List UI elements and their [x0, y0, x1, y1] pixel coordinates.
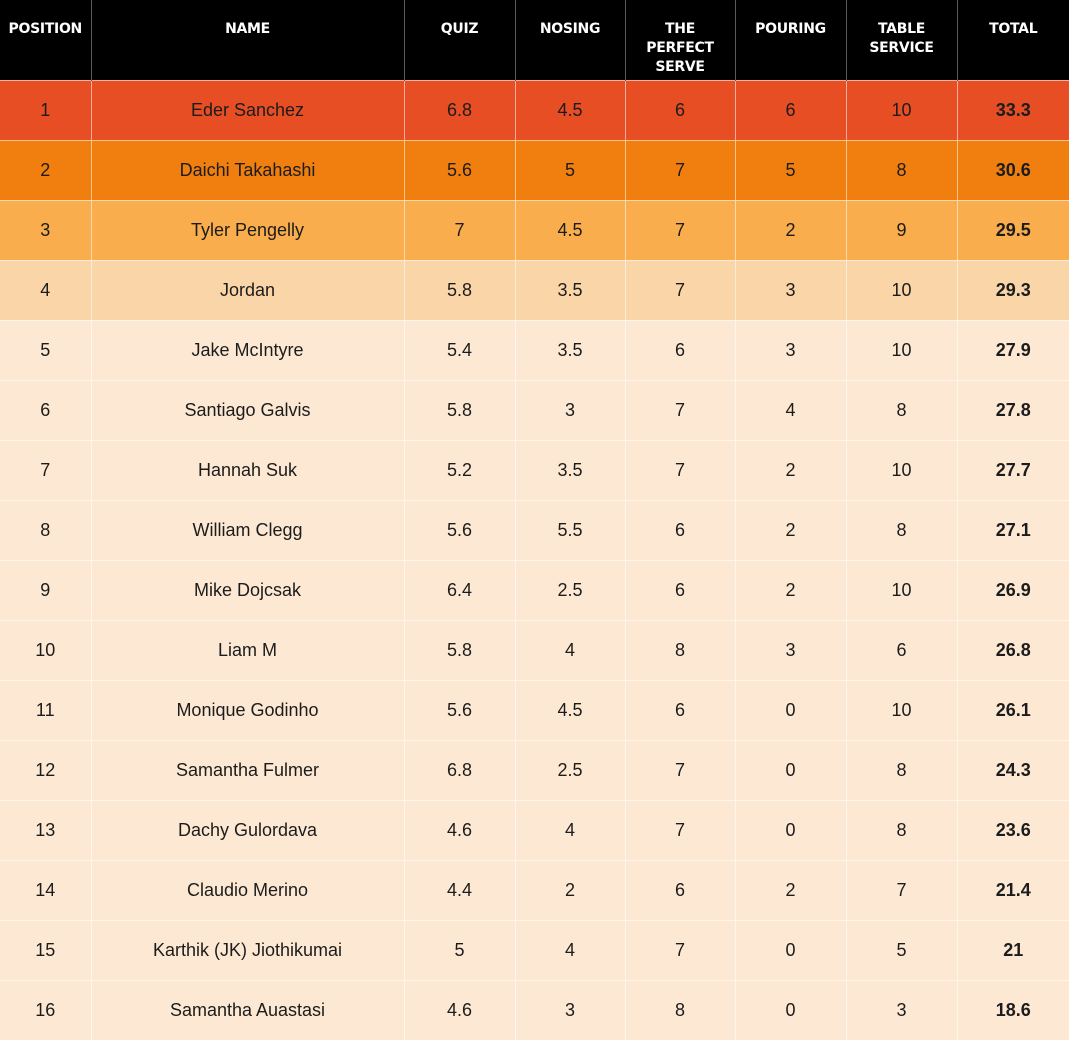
cell-nosing: 5 — [515, 140, 625, 200]
cell-pouring: 2 — [735, 200, 846, 260]
cell-quiz: 6.8 — [404, 80, 515, 140]
table-row — [0, 320, 1069, 380]
cell-total: 26.8 — [957, 620, 1069, 680]
table-row — [0, 80, 1069, 140]
cell-pouring: 5 — [735, 140, 846, 200]
cell-total: 27.9 — [957, 320, 1069, 380]
cell-quiz: 5 — [404, 920, 515, 980]
cell-perfect-serve: 7 — [625, 800, 735, 860]
cell-pouring: 6 — [735, 80, 846, 140]
cell-total: 29.5 — [957, 200, 1069, 260]
cell-quiz: 5.6 — [404, 500, 515, 560]
cell-nosing: 2.5 — [515, 740, 625, 800]
cell-position: 6 — [0, 380, 91, 440]
cell-position: 12 — [0, 740, 91, 800]
cell-pouring: 2 — [735, 500, 846, 560]
cell-position: 9 — [0, 560, 91, 620]
cell-table-service: 8 — [846, 800, 957, 860]
cell-quiz: 4.6 — [404, 980, 515, 1040]
cell-name: Santiago Galvis — [91, 380, 404, 440]
cell-perfect-serve: 8 — [625, 980, 735, 1040]
table-row — [0, 740, 1069, 800]
cell-pouring: 0 — [735, 920, 846, 980]
cell-total: 18.6 — [957, 980, 1069, 1040]
table-row — [0, 620, 1069, 680]
cell-perfect-serve: 8 — [625, 620, 735, 680]
cell-name: Mike Dojcsak — [91, 560, 404, 620]
cell-table-service: 6 — [846, 620, 957, 680]
cell-position: 16 — [0, 980, 91, 1040]
cell-nosing: 4 — [515, 800, 625, 860]
cell-table-service: 10 — [846, 680, 957, 740]
cell-table-service: 8 — [846, 140, 957, 200]
cell-position: 7 — [0, 440, 91, 500]
cell-quiz: 5.8 — [404, 620, 515, 680]
table-row — [0, 680, 1069, 740]
cell-quiz: 7 — [404, 200, 515, 260]
cell-perfect-serve: 7 — [625, 380, 735, 440]
cell-quiz: 4.4 — [404, 860, 515, 920]
cell-total: 33.3 — [957, 80, 1069, 140]
cell-pouring: 3 — [735, 260, 846, 320]
cell-position: 1 — [0, 80, 91, 140]
cell-nosing: 4 — [515, 920, 625, 980]
table-row — [0, 260, 1069, 320]
cell-nosing: 3 — [515, 980, 625, 1040]
cell-nosing: 3.5 — [515, 320, 625, 380]
cell-quiz: 5.8 — [404, 260, 515, 320]
cell-perfect-serve: 7 — [625, 200, 735, 260]
header-position: POSITION — [8, 21, 82, 37]
cell-quiz: 5.6 — [404, 140, 515, 200]
table-body — [0, 80, 1069, 1040]
cell-quiz: 5.8 — [404, 380, 515, 440]
cell-table-service: 9 — [846, 200, 957, 260]
cell-pouring: 0 — [735, 800, 846, 860]
cell-name: Daichi Takahashi — [91, 140, 404, 200]
cell-table-service: 10 — [846, 80, 957, 140]
cell-position: 2 — [0, 140, 91, 200]
table-row — [0, 140, 1069, 200]
cell-perfect-serve: 6 — [625, 320, 735, 380]
header-perfect-serve: THE PERFECT SERVE — [625, 0, 735, 80]
cell-pouring: 2 — [735, 860, 846, 920]
cell-name: Dachy Gulordava — [91, 800, 404, 860]
table-row — [0, 500, 1069, 560]
table-row — [0, 200, 1069, 260]
cell-table-service: 10 — [846, 440, 957, 500]
cell-quiz: 4.6 — [404, 800, 515, 860]
cell-nosing: 3.5 — [515, 440, 625, 500]
header-table-service: TABLE SERVICE — [846, 0, 957, 80]
table-row — [0, 440, 1069, 500]
cell-total: 29.3 — [957, 260, 1069, 320]
cell-nosing: 3.5 — [515, 260, 625, 320]
cell-quiz: 6.8 — [404, 740, 515, 800]
cell-quiz: 5.4 — [404, 320, 515, 380]
header-quiz: QUIZ — [404, 0, 515, 80]
cell-position: 5 — [0, 320, 91, 380]
cell-nosing: 3 — [515, 380, 625, 440]
cell-perfect-serve: 6 — [625, 80, 735, 140]
cell-name: Karthik (JK) Jiothikumai — [91, 920, 404, 980]
cell-name: Samantha Auastasi — [91, 980, 404, 1040]
cell-perfect-serve: 7 — [625, 740, 735, 800]
cell-name: William Clegg — [91, 500, 404, 560]
cell-total: 21 — [957, 920, 1069, 980]
cell-perfect-serve: 7 — [625, 260, 735, 320]
cell-position: 13 — [0, 800, 91, 860]
header-nosing: NOSING — [515, 0, 625, 80]
cell-nosing: 2 — [515, 860, 625, 920]
cell-perfect-serve: 7 — [625, 920, 735, 980]
table-row — [0, 860, 1069, 920]
cell-total: 23.6 — [957, 800, 1069, 860]
cell-perfect-serve: 7 — [625, 440, 735, 500]
cell-pouring: 0 — [735, 740, 846, 800]
cell-perfect-serve: 6 — [625, 860, 735, 920]
cell-perfect-serve: 6 — [625, 560, 735, 620]
cell-nosing: 4.5 — [515, 80, 625, 140]
cell-table-service: 8 — [846, 380, 957, 440]
cell-total: 26.9 — [957, 560, 1069, 620]
cell-perfect-serve: 6 — [625, 680, 735, 740]
cell-nosing: 4.5 — [515, 200, 625, 260]
cell-pouring: 4 — [735, 380, 846, 440]
cell-position: 8 — [0, 500, 91, 560]
cell-pouring: 0 — [735, 680, 846, 740]
cell-table-service: 10 — [846, 260, 957, 320]
cell-total: 27.1 — [957, 500, 1069, 560]
cell-position: 3 — [0, 200, 91, 260]
cell-total: 26.1 — [957, 680, 1069, 740]
cell-nosing: 2.5 — [515, 560, 625, 620]
cell-quiz: 6.4 — [404, 560, 515, 620]
cell-name: Hannah Suk — [91, 440, 404, 500]
table-row — [0, 800, 1069, 860]
cell-table-service: 7 — [846, 860, 957, 920]
cell-total: 30.6 — [957, 140, 1069, 200]
cell-table-service: 3 — [846, 980, 957, 1040]
cell-total: 27.7 — [957, 440, 1069, 500]
cell-nosing: 5.5 — [515, 500, 625, 560]
cell-position: 15 — [0, 920, 91, 980]
cell-name: Eder Sanchez — [91, 80, 404, 140]
cell-table-service: 8 — [846, 500, 957, 560]
cell-name: Tyler Pengelly — [91, 200, 404, 260]
header-total: TOTAL — [957, 0, 1069, 80]
header-name: NAME — [91, 0, 404, 80]
cell-perfect-serve: 7 — [625, 140, 735, 200]
table-row — [0, 380, 1069, 440]
cell-table-service: 8 — [846, 740, 957, 800]
cell-perfect-serve: 6 — [625, 500, 735, 560]
table-row — [0, 920, 1069, 980]
cell-pouring: 2 — [735, 560, 846, 620]
cell-name: Samantha Fulmer — [91, 740, 404, 800]
cell-name: Liam M — [91, 620, 404, 680]
cell-total: 27.8 — [957, 380, 1069, 440]
cell-pouring: 3 — [735, 620, 846, 680]
cell-nosing: 4 — [515, 620, 625, 680]
cell-table-service: 10 — [846, 320, 957, 380]
cell-table-service: 10 — [846, 560, 957, 620]
cell-quiz: 5.6 — [404, 680, 515, 740]
header-pouring: POURING — [735, 0, 846, 80]
cell-pouring: 3 — [735, 320, 846, 380]
table-row — [0, 560, 1069, 620]
cell-name: Jake McIntyre — [91, 320, 404, 380]
cell-nosing: 4.5 — [515, 680, 625, 740]
cell-total: 21.4 — [957, 860, 1069, 920]
cell-position: 14 — [0, 860, 91, 920]
cell-quiz: 5.2 — [404, 440, 515, 500]
table-row — [0, 980, 1069, 1040]
cell-total: 24.3 — [957, 740, 1069, 800]
cell-table-service: 5 — [846, 920, 957, 980]
cell-pouring: 0 — [735, 980, 846, 1040]
cell-position: 4 — [0, 260, 91, 320]
header-row — [0, 0, 1069, 80]
cell-name: Claudio Merino — [91, 860, 404, 920]
cell-name: Jordan — [91, 260, 404, 320]
cell-pouring: 2 — [735, 440, 846, 500]
cell-position: 10 — [0, 620, 91, 680]
cell-name: Monique Godinho — [91, 680, 404, 740]
cell-position: 11 — [0, 680, 91, 740]
